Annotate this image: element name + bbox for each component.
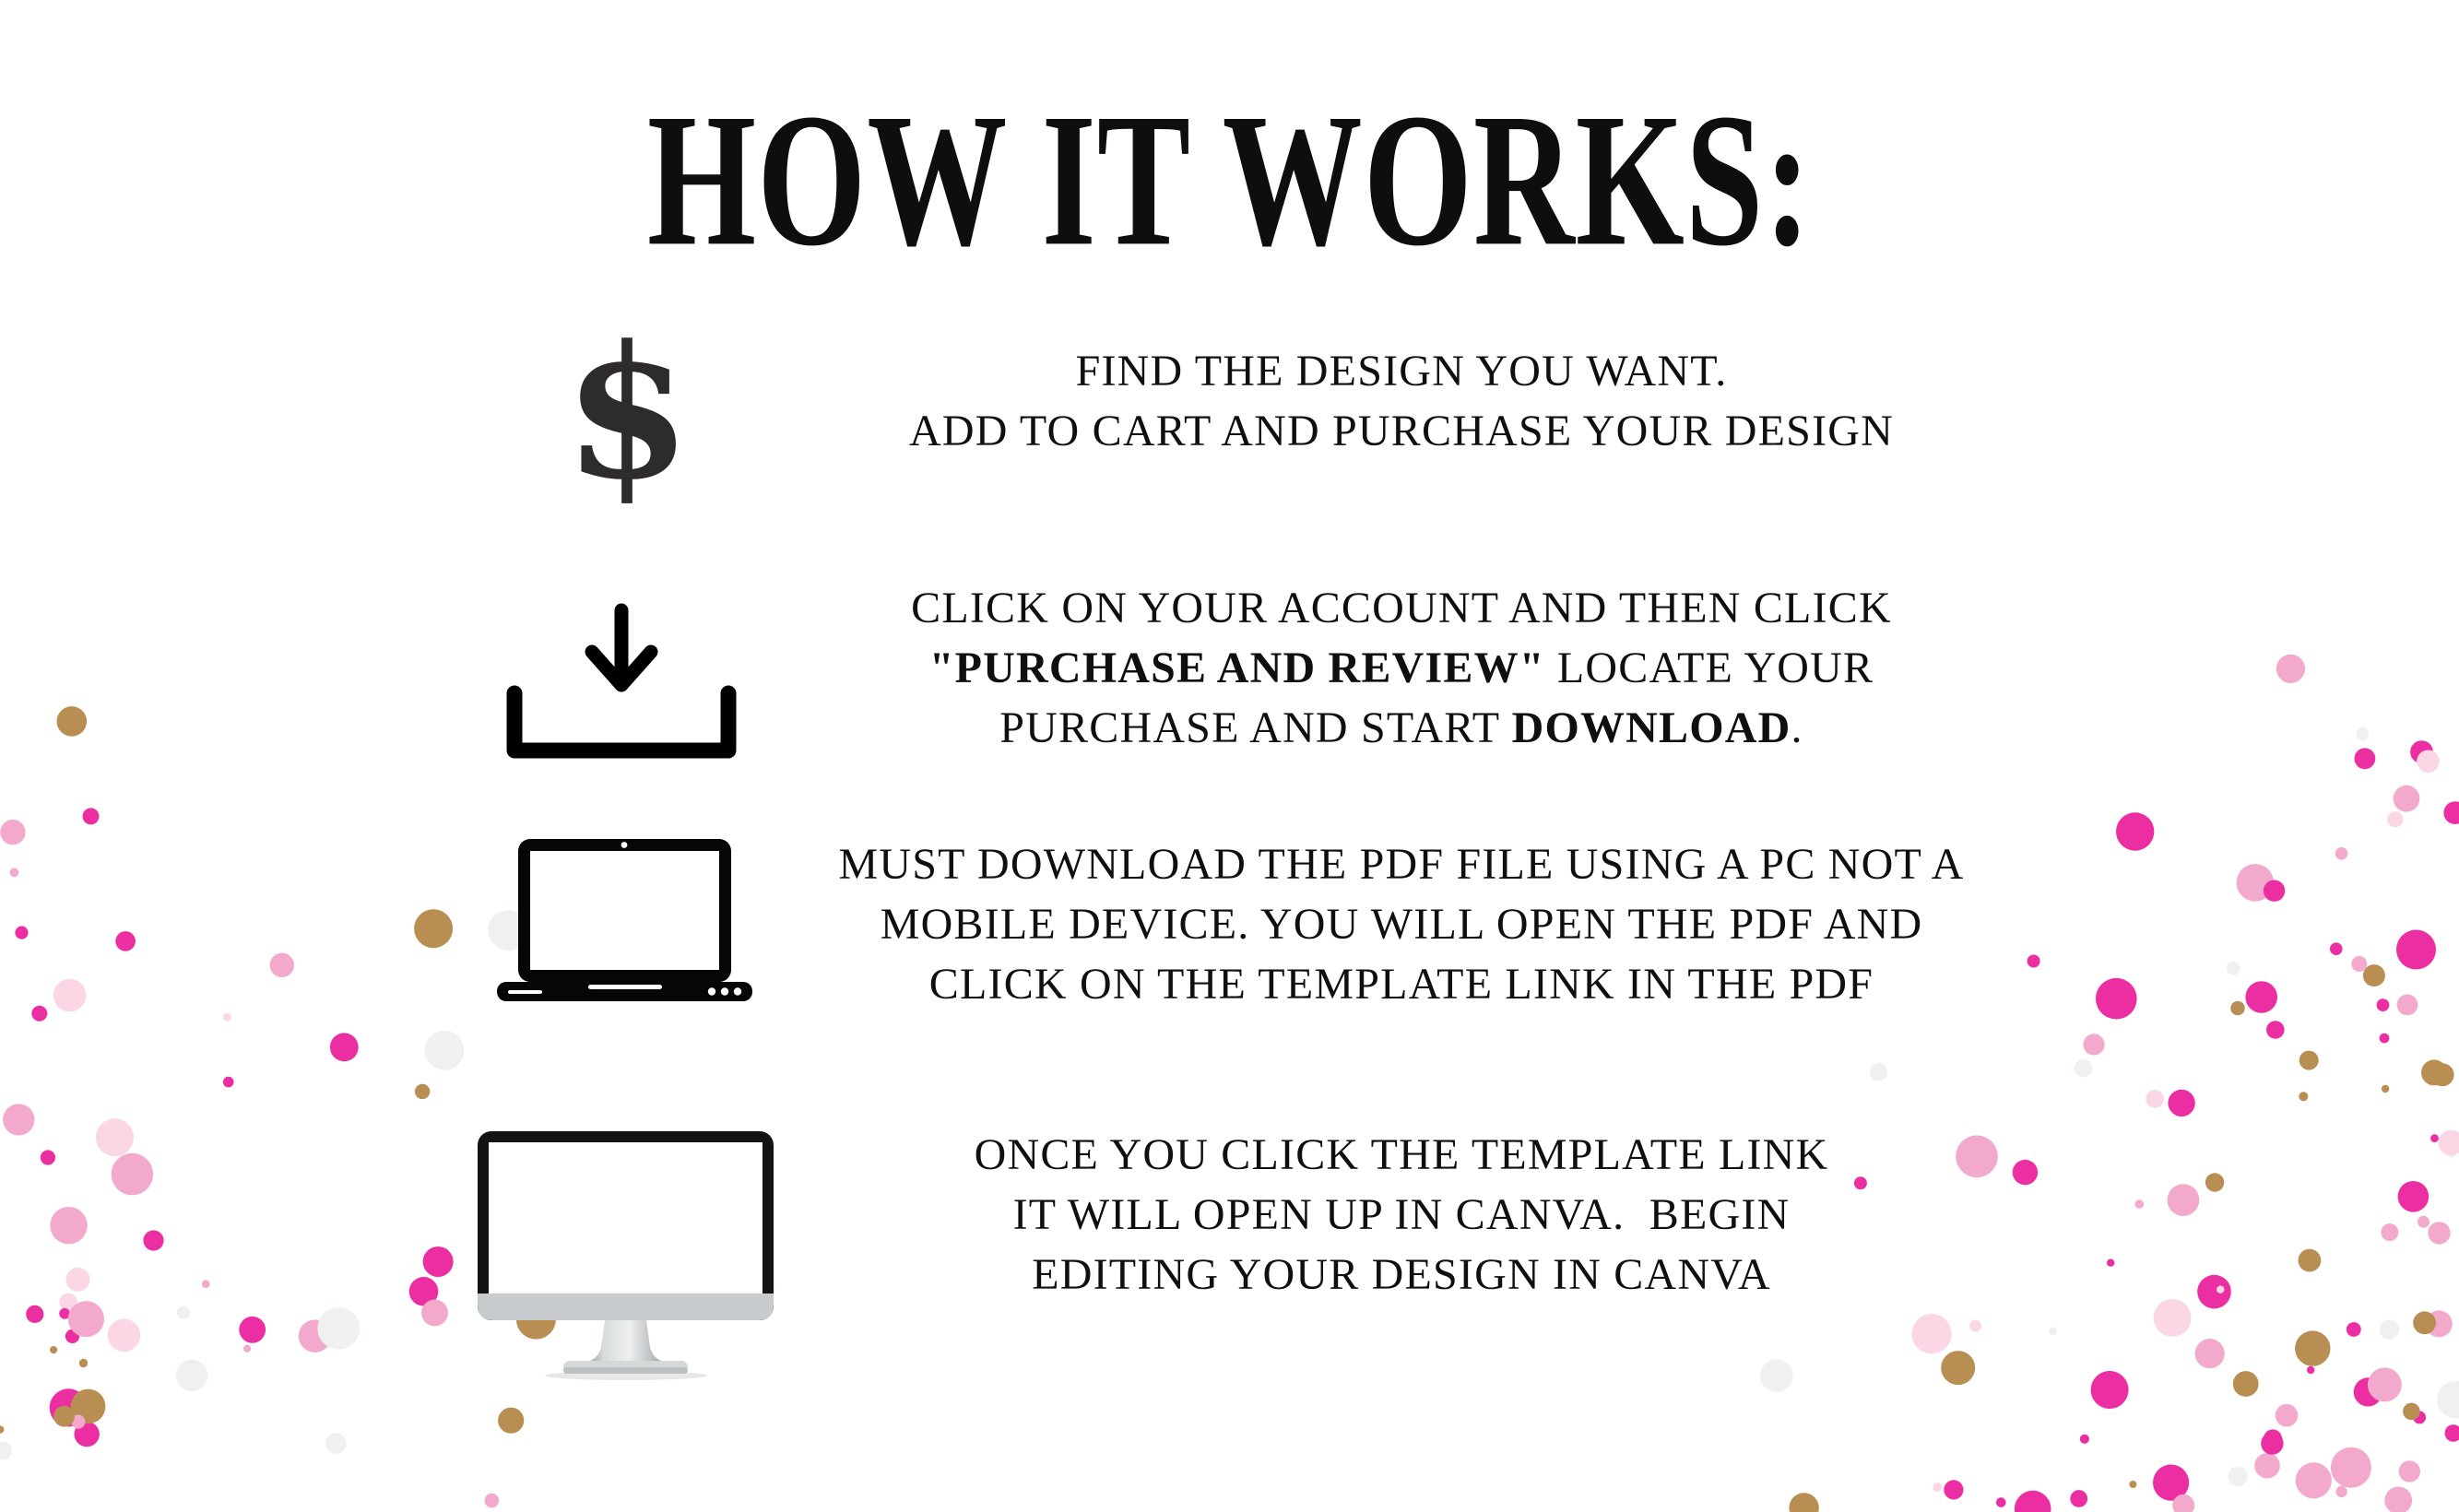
step-3-text [802,834,2001,1014]
step-4-text [802,1125,2001,1305]
step-2-line-3 [802,698,2001,758]
step-2-line-3-pre: PURCHASE AND START [999,703,1512,752]
step-3-line-2: MOBILE DEVICE. YOU WILL OPEN THE PDF AND [880,900,1923,949]
step-2-line-3-post: . [1791,703,1803,752]
step-4-line-3: EDITING YOUR DESIGN IN CANVA [1032,1250,1771,1299]
download-bold: DOWNLOAD [1511,703,1791,752]
monitor-chin [478,1293,774,1320]
page-title [0,69,2459,295]
laptop-notch [588,985,662,989]
download-icon [505,599,738,767]
desktop-monitor-icon [475,1128,776,1384]
step-3-line-1: MUST DOWNLOAD THE PDF FILE USING A PC NOT A [838,840,1965,889]
laptop-base-dot [721,987,728,995]
step-1-line-2: ADD TO CART AND PURCHASE YOUR DESIGN [908,407,1894,455]
step-2-text [802,578,2001,758]
step-3-line-3: CLICK ON THE TEMPLATE LINK IN THE PDF [928,960,1874,1009]
laptop-base-dot [708,987,715,995]
laptop-webcam-dot [621,842,628,848]
laptop-base-dash [508,990,542,994]
monitor-stand-base-edge [563,1367,688,1374]
dollar-sign-icon: $ [563,305,692,520]
laptop-base-dot [734,987,741,995]
step-1-line-1: FIND THE DESIGN YOU WANT. [1075,347,1728,396]
purchase-and-review-bold: "PURCHASE AND REVIEW" [928,644,1545,692]
step-2-line-1: CLICK ON YOUR ACCOUNT AND THEN CLICK [911,584,1892,632]
step-4-line-2: IT WILL OPEN UP IN CANVA. BEGIN [1012,1190,1791,1239]
laptop-icon [493,832,756,1004]
monitor-stand-neck [588,1320,663,1362]
step-2-line-2-rest: LOCATE YOUR [1544,644,1874,692]
monitor-screen [489,1142,763,1293]
download-tray [514,693,728,750]
laptop-screen [530,851,719,970]
step-2-line-2 [802,638,2001,698]
step-4-line-1: ONCE YOU CLICK THE TEMPLATE LINK [974,1130,1829,1179]
step-1-text [802,341,2001,461]
page-title-text: HOW IT WORKS: [646,74,1813,286]
